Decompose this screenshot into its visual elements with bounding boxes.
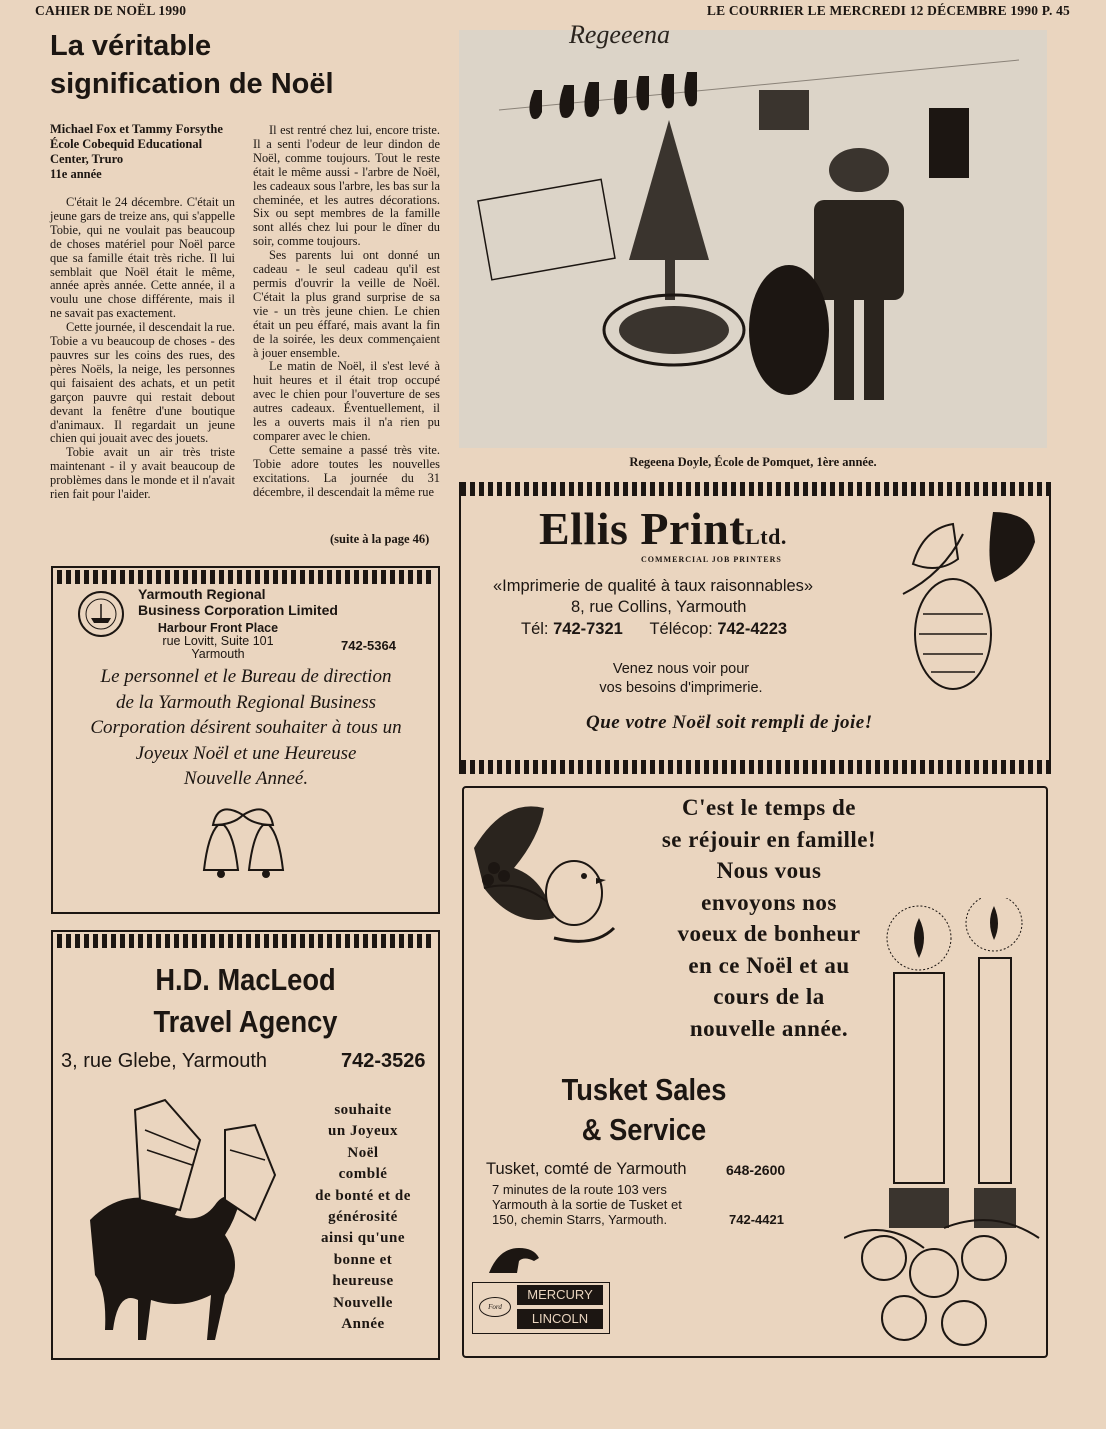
drawing-caption: Regeena Doyle, École de Pomquet, 1ère année.: [629, 455, 877, 469]
ellis-print-tagline: COMMERCIAL JOB PRINTERS: [641, 555, 782, 564]
invite-line-2: vos besoins d'imprimerie.: [599, 680, 763, 696]
macleod-name: [76, 959, 415, 1043]
article-title: [50, 27, 450, 103]
ellis-print-ad: [459, 482, 1051, 774]
section-header: CAHIER DE NOËL 1990: [35, 3, 187, 18]
message-line: de la Yarmouth Regional Business: [115, 691, 377, 713]
wish-line: de bonté et de: [315, 1187, 411, 1204]
address-line-1: Harbour Front Place: [157, 621, 279, 635]
tusket-location: Tusket, comté de Yarmouth: [486, 1160, 687, 1178]
ellis-print-suffix: Ltd.: [745, 524, 787, 549]
address-line-3: Yarmouth: [191, 647, 245, 661]
yarmouth-regional-ad: [51, 566, 440, 914]
christmas-drawing-image: [459, 30, 1047, 448]
byline: [50, 122, 250, 182]
title-line-1: La véritable: [50, 30, 212, 62]
article-column-1: [50, 196, 235, 502]
address-line-2: rue Lovitt, Suite 101: [162, 634, 274, 648]
greeting-line: Nous vous: [716, 858, 822, 883]
macleod-travel-ad: [51, 930, 440, 1360]
fax-label: Télécop:: [649, 620, 713, 638]
corporation-phone: 742-5364: [341, 638, 396, 653]
tusket-sales-ad: [462, 786, 1048, 1358]
ford-logo-icon: Ford: [479, 1297, 511, 1317]
wish-line: Année: [341, 1316, 385, 1333]
tusket-phone-1: 648-2600: [726, 1162, 786, 1178]
stockings-icon: [529, 72, 697, 119]
child-drawing: [459, 20, 1047, 448]
ellis-print-invite: [561, 660, 801, 698]
wish-line: un Joyeux: [328, 1123, 398, 1140]
corporation-name: [138, 586, 338, 618]
paragraph: Il est rentré chez lui, encore triste. Il a senti l'odeur de leur dindon de Noël, comme toujours. Tout le reste était le même aussi - l'arbre de Noël, les cadeaux sous l'arbre, les bas sur la cheminée, et les autres décorations. Six ou sept membres de la famille sont allés chez lui pour le dîner du soir, comme toujours.: [253, 123, 440, 249]
wish-line: heureuse: [332, 1273, 394, 1290]
message-line: Nouvelle Anneé.: [183, 768, 309, 789]
greeting-line: envoyons nos: [701, 889, 837, 915]
macleod-phone: 742-3526: [341, 1050, 426, 1072]
greeting-line: cours de la: [713, 984, 825, 1009]
greeting-line: voeux de bonheur: [677, 921, 861, 946]
tel-label: Tél:: [521, 620, 549, 638]
message-line: Corporation désirent souhaiter à tous un: [90, 717, 402, 738]
border-ornament: [461, 760, 1049, 774]
paragraph: C'était le 24 décembre. C'était un jeune gars de treize ans, qui s'appelle Tobie, qui ne voulait pas beaucoup de choses matériel pour Noël parce que sa famille était très riche. Il lui semblait que Noël était le même, année après année. Cette année, il a voulu une chose différente, mais il ne savait pas exactement.: [50, 195, 235, 321]
corporation-message: [61, 664, 431, 792]
corporation-name-line-1: Yarmouth Regional: [138, 586, 266, 602]
greeting-line: en ce Noël et au: [688, 952, 850, 978]
byline-authors: Michael Fox et Tammy Forsythe: [50, 122, 223, 136]
border-ornament: [57, 570, 434, 584]
holly-bird-icon: [464, 788, 634, 988]
page-header: LE COURRIER LE MERCREDI 12 DÉCEMBRE 1990 P. 45: [706, 3, 1070, 18]
ellis-print-wish: Que votre Noël soit rempli de joie!: [586, 712, 873, 733]
cougar-logo-icon: [484, 1238, 544, 1278]
greeting-line: nouvelle année.: [689, 1015, 849, 1041]
pine-cone-ornament-icon: [893, 504, 1041, 694]
paragraph: Ses parents lui ont donné un cadeau - le seul cadeau qu'il est permis d'ouvrir la veille de Noël. C'était la plus grand surprise de sa vie - un très jeune chien. Le chien était un peu éffaré, mais avant la fin de la soirée, les deux commençaient à jouer ensemble.: [253, 248, 440, 360]
wish-line: ainsi qu'une: [321, 1230, 405, 1247]
byline-location: Center, Truro: [50, 152, 124, 166]
wise-men-camels-icon: [75, 1090, 305, 1340]
tusket-phone-2: 742-4421: [729, 1212, 784, 1227]
message-line: Joyeux Noël et une Heureuse: [135, 742, 357, 764]
ellis-print-slogan: «Imprimerie de qualité à taux raisonnables»: [493, 577, 814, 595]
candles-ornaments-icon: [844, 898, 1044, 1354]
wish-line: souhaite: [334, 1102, 392, 1118]
tel-number: 742-7321: [553, 620, 623, 638]
ellis-print-address: 8, rue Collins, Yarmouth: [571, 598, 747, 616]
corporation-seal-icon: [77, 590, 125, 638]
ellis-print-logo: [539, 504, 787, 562]
fax-number: 742-4223: [717, 620, 788, 638]
bells-icon: [188, 800, 298, 890]
directions-line: Yarmouth à la sortie de Tusket et: [492, 1197, 682, 1212]
artist-signature: Regeeena: [569, 20, 671, 49]
corporation-name-line-2: Business Corporation Limited: [138, 602, 338, 618]
paragraph: Cette semaine a passé très vite. Tobie adore toutes les nouvelles excitations. La journée du 31 décembre, il descendait la même rue: [253, 442, 440, 499]
border-ornament: [57, 934, 434, 948]
tusket-name-line-1: Tusket Sales: [561, 1072, 727, 1107]
tusket-name-line-2: & Service: [581, 1112, 707, 1147]
ellis-print-name: Ellis Print: [539, 503, 746, 554]
title-line-2: signification de Noël: [50, 68, 334, 100]
invite-line-1: Venez nous voir pour: [612, 661, 750, 677]
macleod-name-line-1: H.D. MacLeod: [155, 962, 336, 997]
macleod-wish: [293, 1100, 433, 1335]
wish-line: Noël: [347, 1144, 379, 1161]
tusket-name: [530, 1070, 759, 1150]
wish-line: Nouvelle: [333, 1294, 393, 1311]
message-line: Le personnel et le Bureau de direction: [100, 666, 392, 687]
ellis-print-contacts: [521, 620, 787, 639]
byline-grade: 11e année: [50, 167, 102, 181]
directions-line: 150, chemin Starrs, Yarmouth.: [492, 1212, 668, 1227]
greeting-line: C'est le temps de: [682, 795, 856, 820]
wish-line: bonne et: [333, 1251, 393, 1268]
border-ornament: [461, 482, 1049, 496]
mercury-label: MERCURY: [517, 1285, 603, 1305]
christmas-tree-icon: [604, 120, 744, 365]
corporation-address: [143, 622, 293, 661]
directions-line: 7 minutes de la route 103 vers: [492, 1182, 667, 1197]
macleod-name-line-2: Travel Agency: [153, 1004, 338, 1039]
lincoln-label: LINCOLN: [517, 1309, 603, 1329]
paragraph: Tobie avait un air très triste maintenant - il y avait beaucoup de problèmes dans le monde et il n'avait rien fait pour l'aider.: [50, 445, 235, 502]
paragraph: Le matin de Noël, il s'est levé à huit heures et il était trop occupé avec le chien pour l'ouverture de ses autres cadeaux. Éventuellement, il les a ouverts mais il n'a rien pu comparer avec le chien.: [253, 359, 440, 443]
greeting-line: se réjouir en famille!: [661, 826, 877, 852]
byline-school: École Cobequid Educational: [50, 137, 203, 151]
wish-line: générosité: [328, 1209, 398, 1226]
paragraph: Cette journée, il descendait la rue. Tobie a vu beaucoup de choses - des pauvres sur les coins des rues, des pères Noëls, la neige, les personnes qui faisaient des achats, et un petit garçon pauvre qui restait debout devant la fenêtre d'une boutique d'animaux. Il regardait un jeune chien qui jouait avec des jouets.: [50, 320, 235, 446]
continued-note: (suite à la page 46): [330, 532, 430, 546]
wish-line: comblé: [338, 1166, 388, 1183]
santa-figure-icon: [749, 148, 904, 400]
tusket-directions: [492, 1182, 732, 1227]
macleod-address: 3, rue Glebe, Yarmouth: [61, 1050, 268, 1072]
article-column-2: [253, 124, 440, 499]
mercury-lincoln-badge: [472, 1282, 610, 1334]
